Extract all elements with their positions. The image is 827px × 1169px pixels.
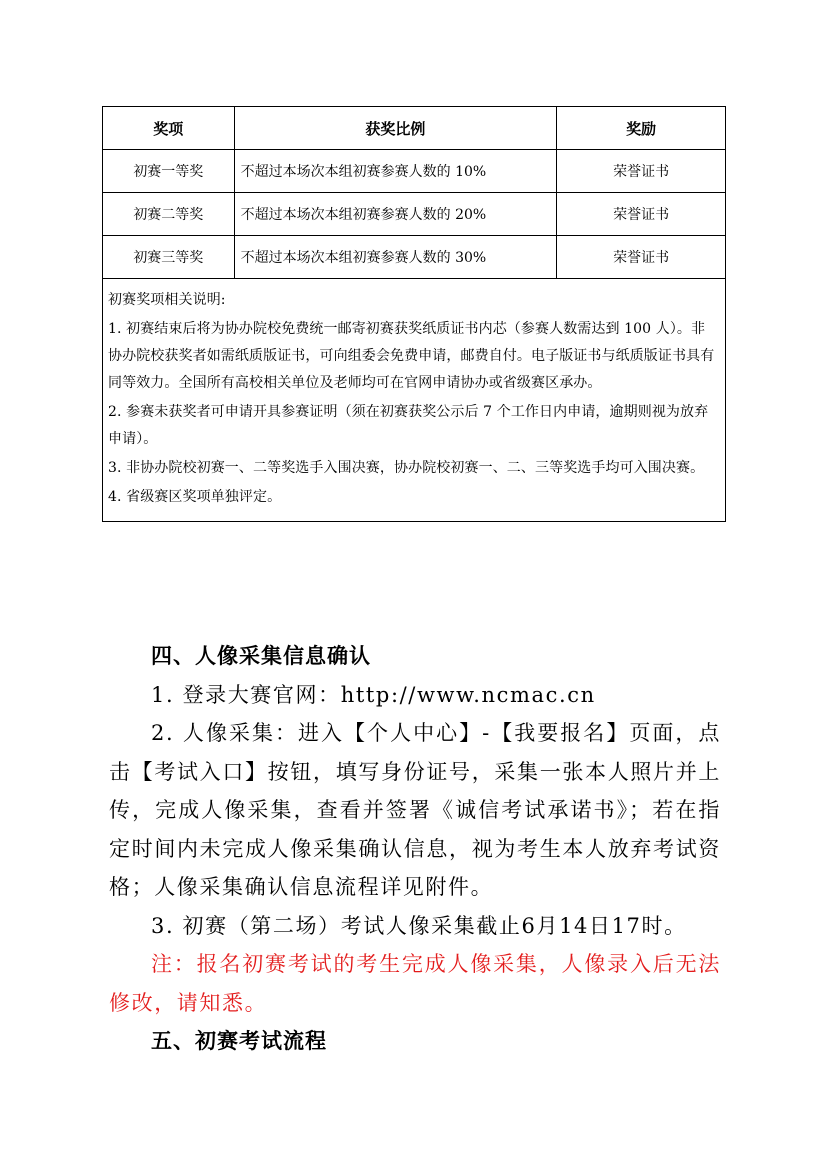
header-reward: 奖励 [557, 107, 726, 150]
award-reward: 荣誉证书 [557, 150, 726, 193]
award-ratio: 不超过本场次本组初赛参赛人数的 10% [234, 150, 557, 193]
section-4-heading: 四、人像采集信息确认 [151, 644, 371, 668]
notes-cell [103, 279, 726, 522]
note-item-2: 2. 参赛未获奖者可申请开具参赛证明（须在初赛获奖公示后 7 个工作日内申请，逾期则视为放弃申请）。 [108, 404, 709, 447]
award-ratio: 不超过本场次本组初赛参赛人数的 30% [234, 236, 557, 279]
section-4-item-2: 2. 人像采集：进入【个人中心】-【我要报名】页面，点击【考试入口】按钮，填写身份证号，采集一张本人照片并上传，完成人像采集，查看并签署《诚信考试承诺书》；若在指定时间内未完成人像采集确认信息，视为考生本人放弃考试资格；人像采集确认信息流程详见附件。 [109, 721, 721, 899]
section-4-note: 注：报名初赛考试的考生完成人像采集，人像录入后无法修改，请知悉。 [109, 952, 721, 1015]
note-item-4: 4. 省级赛区奖项单独评定。 [108, 489, 282, 505]
award-ratio: 不超过本场次本组初赛参赛人数的 20% [234, 193, 557, 236]
award-name: 初赛一等奖 [103, 150, 235, 193]
notes-title: 初赛奖项相关说明: [108, 292, 226, 308]
note-item-1: 1. 初赛结束后将为协办院校免费统一邮寄初赛获奖纸质证书内芯（参赛人数需达到 100 人）。非协办院校获奖者如需纸质版证书，可向组委会免费申请，邮费自付。电子版证书与纸质版证书具有同等效力。全国所有高校相关单位及老师均可在官网申请协办或省级赛区承办。 [108, 321, 715, 391]
notes-row [103, 279, 726, 522]
header-award: 奖项 [103, 107, 235, 150]
award-name: 初赛三等奖 [103, 236, 235, 279]
section-5-heading: 五、初赛考试流程 [151, 1029, 327, 1053]
header-ratio: 获奖比例 [234, 107, 557, 150]
table-row [103, 150, 726, 193]
table-row [103, 193, 726, 236]
table-header-row [103, 107, 726, 150]
table-row [103, 236, 726, 279]
award-table [102, 106, 726, 522]
section-4-item-3: 3. 初赛（第二场）考试人像采集截止6月14日17时。 [151, 913, 687, 938]
section-4-item-1: 1. 登录大赛官网：http://www.ncmac.cn [151, 682, 596, 707]
award-reward: 荣誉证书 [557, 236, 726, 279]
body-text [109, 637, 721, 1061]
award-name: 初赛二等奖 [103, 193, 235, 236]
award-reward: 荣誉证书 [557, 193, 726, 236]
note-item-3: 3. 非协办院校初赛一、二等奖选手入围决赛，协办院校初赛一、二、三等奖选手均可入围决赛。 [108, 460, 705, 476]
